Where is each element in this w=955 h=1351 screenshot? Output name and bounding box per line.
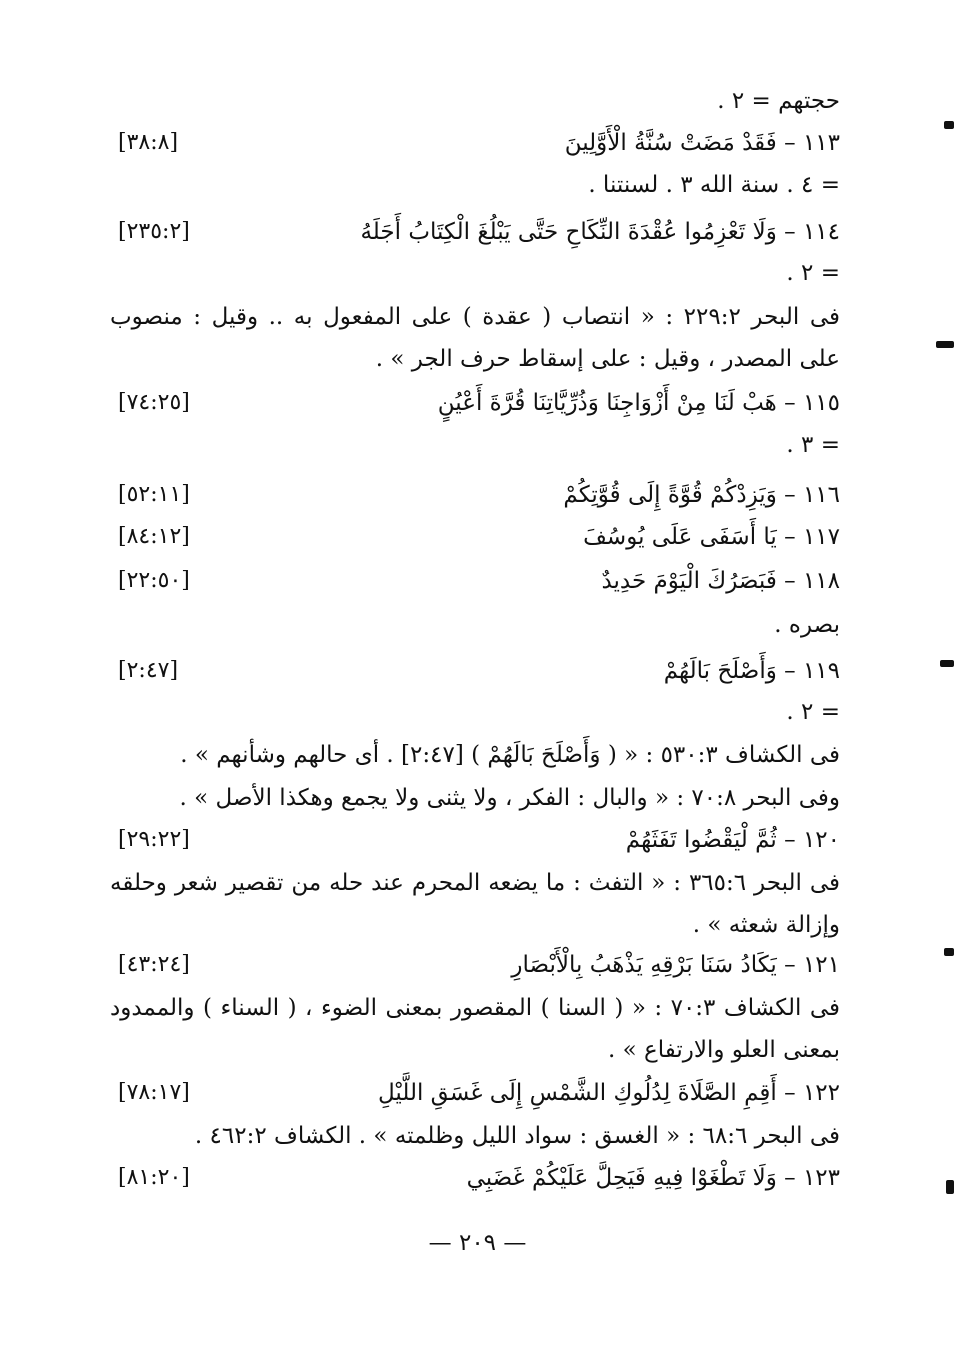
verse-reference: [٨٤:١٢]: [118, 524, 190, 549]
verse-reference: [٨١:٢٠]: [118, 1165, 190, 1190]
verse-reference: [٧٤:٢٥]: [118, 390, 190, 415]
commentary-line: فى الكشاف ٥٣٠:٣ : « ( وَأَصْلَحَ بَالَهُمْ ) [٢:٤٧] . أى حالهم وشأنهم » .: [180, 742, 840, 768]
text-line: بصره .: [774, 612, 840, 638]
verse-line-122: ١٢٢ – أَقِمِ الصَّلَاةَ لِدُلُوكِ الشَّمْسِ إِلَى غَسَقِ اللَّيْلِ: [378, 1080, 840, 1106]
text-line: حجتهم = ٢ .: [717, 88, 840, 114]
verse-line-120: ١٢٠ – ثُمَّ لْيَقْضُوا تَفَثَهُمْ: [625, 827, 840, 853]
text-line: = ٣ .: [786, 432, 840, 458]
verse-reference: [٤٣:٢٤]: [118, 952, 190, 977]
verse-line-123: ١٢٣ – وَلَا تَطْغَوْا فِيهِ فَيَحِلَّ عَلَيْكُمْ غَضَبِي: [466, 1165, 840, 1191]
verse-reference: [٣٨:٨]: [118, 130, 179, 155]
verse-reference: [٢:٤٧]: [118, 658, 179, 683]
scan-edge-mark: [944, 121, 954, 129]
verse-reference: [٧٨:١٧]: [118, 1080, 190, 1105]
verse-reference: [٢٩:٢٢]: [118, 827, 190, 852]
commentary-line: وإزالة شعثه » .: [692, 912, 840, 938]
commentary-line: بمعنى العلو والارتفاع » .: [607, 1037, 840, 1063]
verse-line-121: ١٢١ – يَكَادُ سَنَا بَرْقِهِ يَذْهَبُ بِالْأَبْصَارِ: [511, 952, 840, 978]
verse-line-114: ١١٤ – وَلَا تَعْزِمُوا عُقْدَةَ النِّكَاحِ حَتَّى يَبْلُغَ الْكِتَابُ أَجَلَهُ: [360, 219, 840, 245]
commentary-line: وفى البحر ٧٠:٨ : « والبال : الفكر ، ولا يثنى ولا يجمع وهكذا الأصل » .: [179, 785, 840, 811]
text-line: = ٤ . سنة الله ٣ . لسنتنا .: [588, 172, 840, 198]
verse-line-118: ١١٨ – فَبَصَرُكَ الْيَوْمَ حَدِيدٌ: [601, 568, 840, 594]
verse-line-116: ١١٦ – وَيَزِدْكُمْ قُوَّةً إِلَى قُوَّتِكُمْ: [563, 482, 840, 508]
verse-line-113: ١١٣ – فَقَدْ مَضَتْ سُنَّةُ الْأَوَّلِينَ: [564, 130, 840, 156]
text-line: = ٢ .: [786, 699, 840, 725]
verse-reference: [٢٢:٥٠]: [118, 568, 190, 593]
scan-edge-mark: [944, 948, 954, 956]
scan-edge-mark: [936, 341, 954, 348]
commentary-line: فى البحر ٦٨:٦ : « الغسق : سواد الليل وظلمته » . الكشاف ٤٦٢:٢ .: [194, 1123, 840, 1149]
commentary-line: فى البحر ٣٦٥:٦ : « التفث : ما يضعه المحرم عند حله من تقصير شعر وحلقه: [110, 870, 841, 896]
page-number: — ٢٠٩ —: [428, 1230, 527, 1256]
scan-edge-mark: [946, 1180, 954, 1194]
commentary-line: فى الكشاف ٧٠:٣ : « ( السنا ) المقصور بمعنى الضوء ، ( السناء ) والممدود: [110, 995, 840, 1021]
commentary-line: فى البحر ٢٢٩:٢ : « انتصاب ( عقدة ) على المفعول به .. وقيل : منصوب: [110, 304, 840, 330]
verse-reference: [٢٣٥:٢]: [118, 219, 190, 244]
verse-line-119: ١١٩ – وَأَصْلَحَ بَالَهُمْ: [663, 658, 840, 684]
verse-line-117: ١١٧ – يَا أَسَفَى عَلَى يُوسُفَ: [583, 524, 840, 550]
verse-line-115: ١١٥ – هَبْ لَنَا مِنْ أَزْوَاجِنَا وَذُرِّيَّاتِنَا قُرَّةَ أَعْيُنٍ: [437, 390, 840, 416]
commentary-line: على المصدر ، وقيل : على إسقاط حرف الجر » .: [375, 346, 840, 372]
text-line: = ٢ .: [786, 260, 840, 286]
scan-edge-mark: [940, 660, 954, 667]
verse-reference: [٥٢:١١]: [118, 482, 190, 507]
